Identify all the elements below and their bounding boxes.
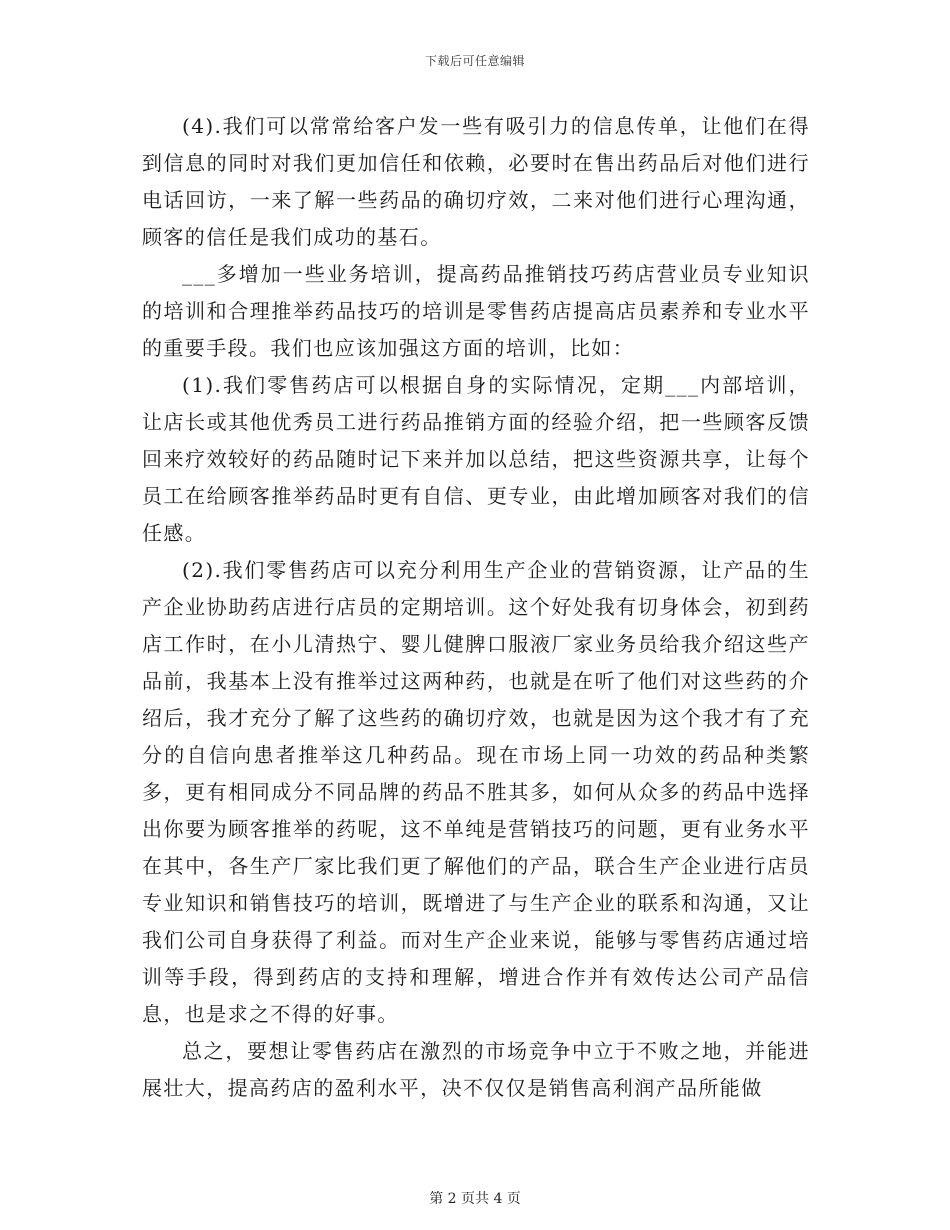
page-number: 第 2 页共 4 页 (429, 1191, 521, 1207)
page-header-note: 下载后可任意编辑 (424, 54, 525, 68)
paragraph-item-1: (1).我们零售药店可以根据自身的实际情况，定期___内部培训，让店长或其他优秀员工进行药品推销方面的经验介绍，把一些顾客反馈回来疗效较好的药品随时记下来并加以总结，把这些资源共享，让每个员工在给顾客推举药品时更有自信、更专业，由此增加顾客对我们的信任感。 (142, 373, 810, 545)
paragraph-conclusion: 总之，要想让零售药店在激烈的市场竞争中立于不败之地，并能进展壮大，提高药店的盈利水平，决不仅仅是销售高利润产品所能做 (142, 1039, 810, 1100)
paragraph-item-4: (4).我们可以常常给客户发一些有吸引力的信息传单，让他们在得到信息的同时对我们更加信任和依赖，必要时在售出药品后对他们进行电话回访，一来了解一些药品的确切疗效，二来对他们进行心理沟通，顾客的信任是我们成功的基石。 (142, 114, 810, 249)
paragraph-item-2: (2).我们零售药店可以充分利用生产企业的营销资源，让产品的生产企业协助药店进行店员的定期培训。这个好处我有切身体会，初到药店工作时，在小儿清热宁、婴儿健脾口服液厂家业务员给我介绍这些产品前，我基本上没有推举过这两种药，也就是在听了他们对这些药的介绍后，我才充分了解了这些药的确切疗效，也就是因为这个我才有了充分的自信向患者推举这几种药品。现在市场上同一功效的药品种类繁多，更有相同成分不同品牌的药品不胜其多，如何从众多的药品中选择出你要为顾客推举的药呢，这不单纯是营销技巧的问题，更有业务水平在其中，各生产厂家比我们更了解他们的产品，联合生产企业进行店员专业知识和销售技巧的培训，既增进了与生产企业的联系和沟通，又让我们公司自身获得了利益。而对生产企业来说，能够与零售药店通过培训等手段，得到药店的支持和理解，增进合作并有效传达公司产品信息，也是求之不得的好事。 (142, 558, 810, 1026)
paragraph-training-intro: ___多增加一些业务培训，提高药品推销技巧药店营业员专业知识的培训和合理推举药品技巧的培训是零售药店提高店员素养和专业水平的重要手段。我们也应该加强这方面的培训，比如： (142, 262, 810, 360)
document-body (142, 108, 810, 1107)
